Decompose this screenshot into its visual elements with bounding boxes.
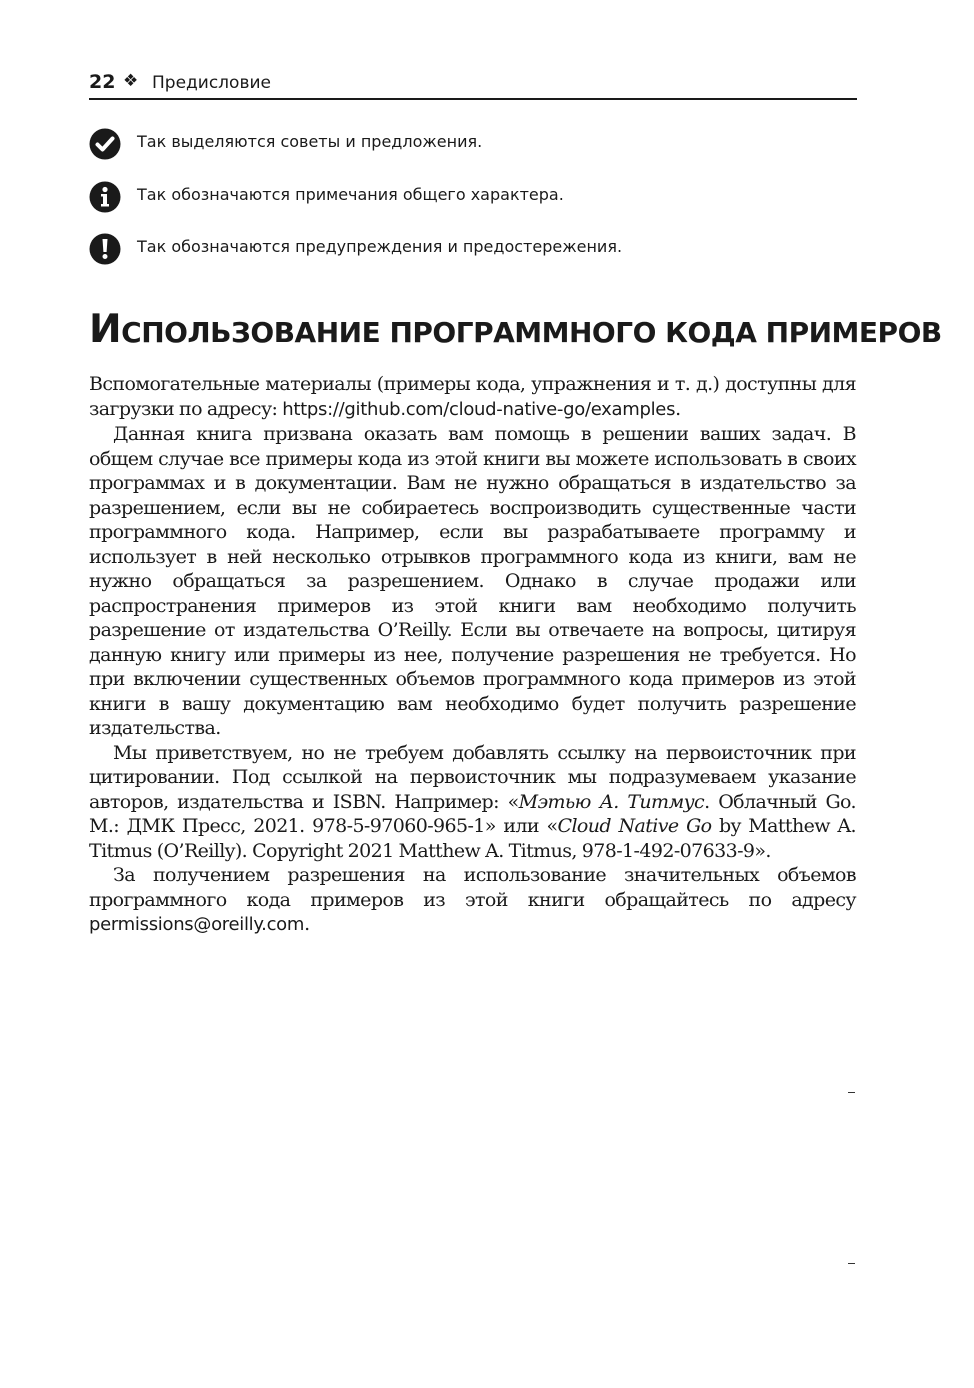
crop-mark [848,1092,855,1093]
paragraph-usage: Данная книга призвана оказать вам помощь в решении ваших задач. В общем случае все примеры кода из этой книги вы можете использовать в своих программах и в документации. Вам не нужно обращаться в издательство за разрешением, если вы не собираетесь воспроизводить существенные части программного кода. Например, если вы разрабатываете программу и использует в ней несколько отрывков программного кода из книги, вам не нужно обращаться за разрешением. Однако в случае продажи или распространения примеров из этой книги вам необходимо получить разрешение от издательства O’Reilly. Если вы отвечаете на вопросы, цитируя данную книгу или примеры из нее, получение разрешения не требуется. Но при включении существенных объемов программного кода примеров из этой книги в вашу документацию вам необходимо будет получить разрешение издательства. [89,423,856,739]
warning-icon [89,233,121,265]
body-text [89,372,856,938]
permissions-email-link[interactable]: permissions@oreilly.com [89,914,305,935]
examples-link[interactable]: https://github.com/cloud-native-go/examples [282,398,676,420]
legend-tip [89,128,849,160]
section-heading [89,307,942,352]
section-heading-rest: СПОЛЬЗОВАНИЕ ПРОГРАММНОГО КОДА ПРИМЕРОВ [121,316,942,349]
running-header-section: Предисловие [152,73,271,93]
legend-note [89,181,849,213]
attribution-text-b: . Облачный Go. М.: ДМК Пресс, 2021. 978-5-97060-965-1» или « [89,790,856,837]
section-heading-initial: И [89,307,122,352]
paragraph-downloads [89,372,856,422]
paragraph-attribution [89,741,856,864]
legend-warning-text: Так обозначаются предупреждения и предостережения. [137,237,623,256]
paragraph-permissions [89,863,856,938]
info-icon [89,181,121,213]
attribution-text-a: Мы приветствуем, но не требуем добавлять ссылку на первоисточник при цитировании. Под ссылкой на первоисточник мы подразумеваем указание авторов, издательства и ISBN. Например: « [89,741,856,813]
running-header [89,70,857,100]
attribution-author: Мэтью А. Титмус [518,790,705,813]
attribution-book-title: Cloud Native Go [557,815,712,837]
permissions-end: . [304,913,310,935]
legend-note-text: Так обозначаются примечания общего характера. [137,185,564,204]
legend-tip-text: Так выделяются советы и предложения. [137,132,483,151]
permissions-text: За получением разрешения на использование значительных объемов программного кода примеров из этой книги обращайтесь по адресу [89,864,856,911]
attribution-text-c: by Matthew A. Titmus (O’Reilly). Copyright 2021 Matthew A. Titmus, 978-1-492-07633-9». [89,815,856,862]
tip-check-icon [89,128,121,160]
paragraph-downloads-text: Вспомогательные материалы (примеры кода, упражнения и т. д.) доступны для загрузки по адресу: [89,373,856,420]
paragraph-downloads-end: . [675,397,681,420]
ornament-icon: ❖ [123,71,139,91]
crop-mark [848,1263,855,1264]
legend-warning [89,233,849,265]
page-number: 22 [89,71,116,93]
